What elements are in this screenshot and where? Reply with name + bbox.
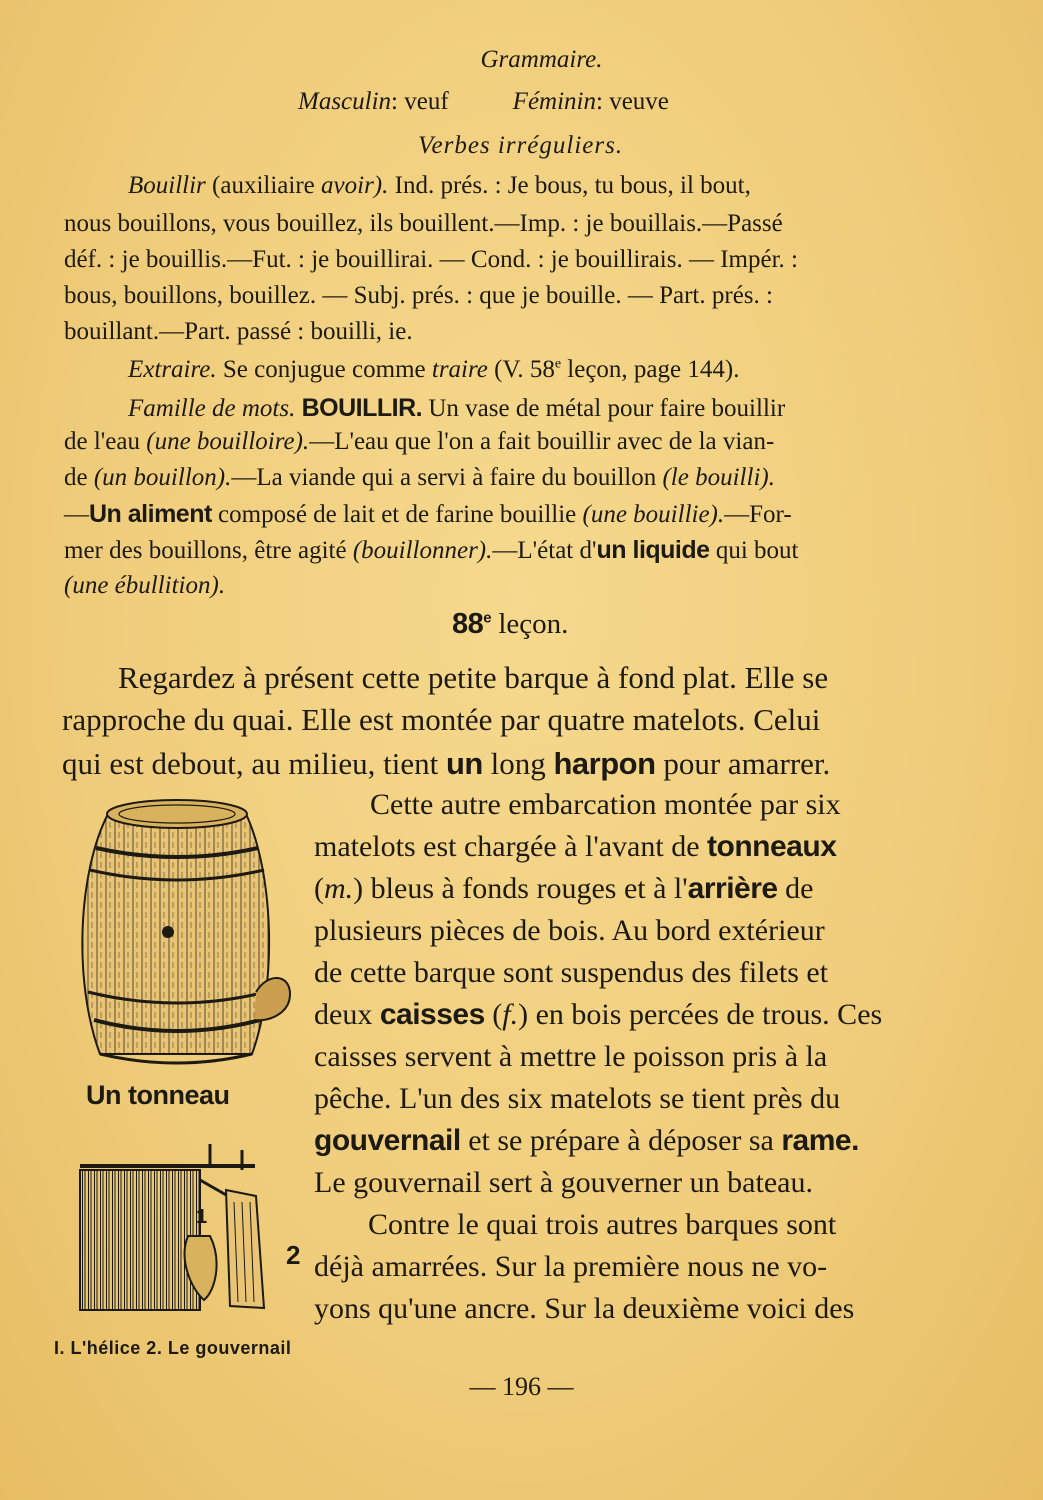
text: composé de lait et de farine bouillie xyxy=(211,501,583,528)
para1-line-1: Regardez à présent cette petite barque à fond plat. Elle se xyxy=(118,660,829,695)
barrel-caption: Un tonneau xyxy=(86,1080,230,1110)
text: de xyxy=(777,872,814,905)
para2-line-6 xyxy=(314,998,1004,1032)
text: de l'eau xyxy=(64,428,147,455)
bouillir-line-3: déf. : je bouillis.—Fut. : je bouillirai. — Cond. : je bouillirais. — Impér. : xyxy=(64,246,798,273)
text: de xyxy=(64,464,94,491)
para2-line-3 xyxy=(314,872,1004,906)
text: ( xyxy=(314,872,324,905)
para2-line-9 xyxy=(314,1124,1004,1158)
bouillir-line-5: bouillant.—Part. passé : bouilli, ie. xyxy=(64,318,413,345)
bold-term: tonneaux xyxy=(707,830,837,863)
bouillir-word: Bouillir xyxy=(128,172,206,199)
text: — xyxy=(64,501,89,528)
barrel-illustration xyxy=(68,792,298,1074)
text: mer des bouillons, être agité xyxy=(64,537,353,564)
famille-line-3 xyxy=(64,464,1014,492)
text: (auxiliaire xyxy=(205,172,322,199)
text: traire xyxy=(431,356,488,383)
page-number: — 196 — xyxy=(469,1372,574,1401)
bouillir-line-2: nous bouillons, vous bouillez, ils bouillent.—Imp. : je bouillais.—Passé xyxy=(64,210,783,237)
text: (un bouillon). xyxy=(93,464,232,491)
bouillir-line-1 xyxy=(128,172,1014,200)
para2-line-7: caisses servent à mettre le poisson pris à la xyxy=(314,1040,828,1073)
lesson-label: leçon. xyxy=(491,608,569,640)
bold-term: arrière xyxy=(687,872,778,905)
rudder-caption: I. L'hélice 2. Le gouvernail xyxy=(54,1338,292,1358)
verbs-heading: Verbes irréguliers. xyxy=(418,132,624,159)
famille-line-2 xyxy=(64,428,1014,456)
text: —La viande qui a servi à faire du bouillon xyxy=(231,464,663,491)
text: et se prépare à déposer sa xyxy=(460,1124,782,1157)
bold-term: harpon xyxy=(553,746,656,781)
para2-line-1: Cette autre embarcation montée par six xyxy=(370,788,841,821)
text: f. xyxy=(502,998,519,1031)
rudder-label-2: 2 xyxy=(286,1240,300,1270)
fem-label: Féminin xyxy=(512,88,596,115)
para3-line-3: yons qu'une ancre. Sur la deuxième voici des xyxy=(314,1292,855,1325)
text: —For- xyxy=(724,501,792,528)
para2-line-2 xyxy=(314,830,1004,864)
famille-line-4 xyxy=(64,500,1014,529)
text: qui est debout, au milieu, tient xyxy=(62,746,446,781)
bold-term: caisses xyxy=(379,998,485,1031)
superscript: e xyxy=(554,356,562,372)
extraire-line xyxy=(128,356,1014,384)
masc-value: : veuf xyxy=(391,88,449,115)
fem-value: : veuve xyxy=(596,88,669,115)
grammar-heading: Grammaire. xyxy=(480,46,603,73)
para3-line-1: Contre le quai trois autres barques sont xyxy=(368,1208,837,1241)
famille-head: BOUILLIR. xyxy=(301,394,423,422)
text: ( xyxy=(484,998,503,1031)
text: matelots est chargée à l'avant de xyxy=(314,830,708,863)
text: (le bouilli). xyxy=(662,464,775,491)
masc-label: Masculin xyxy=(298,88,392,115)
lesson-sup: e xyxy=(483,609,492,627)
para2-line-5: de cette barque sont suspendus des filets et xyxy=(314,956,829,989)
text: Se conjugue comme xyxy=(216,356,432,383)
rudder-illustration xyxy=(70,1140,280,1318)
bold-term: rame. xyxy=(781,1124,859,1157)
text: deux xyxy=(314,998,380,1031)
text: —L'eau que l'on a fait bouillir avec de la vian- xyxy=(309,428,775,455)
para3-line-2: déjà amarrées. Sur la première nous ne vo- xyxy=(314,1250,828,1283)
bold-term: un xyxy=(446,746,483,781)
lesson-number: 88 xyxy=(452,608,484,640)
text: avoir). xyxy=(321,172,389,199)
text: Ind. prés. : Je bous, tu bous, il bout, xyxy=(388,172,751,199)
text: (V. 58 xyxy=(487,356,555,383)
text: pour amarrer. xyxy=(655,746,831,781)
famille-line-1 xyxy=(128,394,1014,423)
text: m. xyxy=(324,872,354,905)
text: —L'état d' xyxy=(492,537,597,564)
text: (une bouillie). xyxy=(582,501,725,528)
bold-term: Un aliment xyxy=(89,500,212,528)
text: (une bouilloire). xyxy=(146,428,310,455)
rudder-label-1: 1 xyxy=(196,1206,207,1228)
text: qui bout xyxy=(709,537,799,564)
famille-line-5 xyxy=(64,536,1014,565)
extraire-word: Extraire. xyxy=(128,356,217,383)
para2-line-4: plusieurs pièces de bois. Au bord extérieur xyxy=(314,914,825,947)
lesson-heading xyxy=(452,608,568,641)
famille-label: Famille de mots. xyxy=(128,395,296,422)
para1-line-2: rapproche du quai. Elle est montée par quatre matelots. Celui xyxy=(62,702,821,737)
text: Un vase de métal pour faire bouillir xyxy=(422,395,786,422)
famille-line-6: (une ébullition). xyxy=(64,572,226,599)
para2-line-8: pêche. L'un des six matelots se tient près du xyxy=(314,1082,841,1115)
bouillir-line-4: bous, bouillons, bouillez. — Subj. prés. : que je bouille. — Part. prés. : xyxy=(64,282,773,309)
text: long xyxy=(482,746,554,781)
text: ) bleus à fonds rouges et à l' xyxy=(353,872,688,905)
bold-term: un liquide xyxy=(596,536,710,564)
text: ) en bois percées de trous. Ces xyxy=(518,998,883,1031)
para1-line-3 xyxy=(62,746,1007,782)
text: (bouillonner). xyxy=(352,537,493,564)
gender-line xyxy=(298,88,669,116)
text: leçon, page 144). xyxy=(561,356,740,383)
bold-term: gouvernail xyxy=(314,1124,461,1157)
para2-line-10: Le gouvernail sert à gouverner un bateau. xyxy=(314,1166,813,1199)
